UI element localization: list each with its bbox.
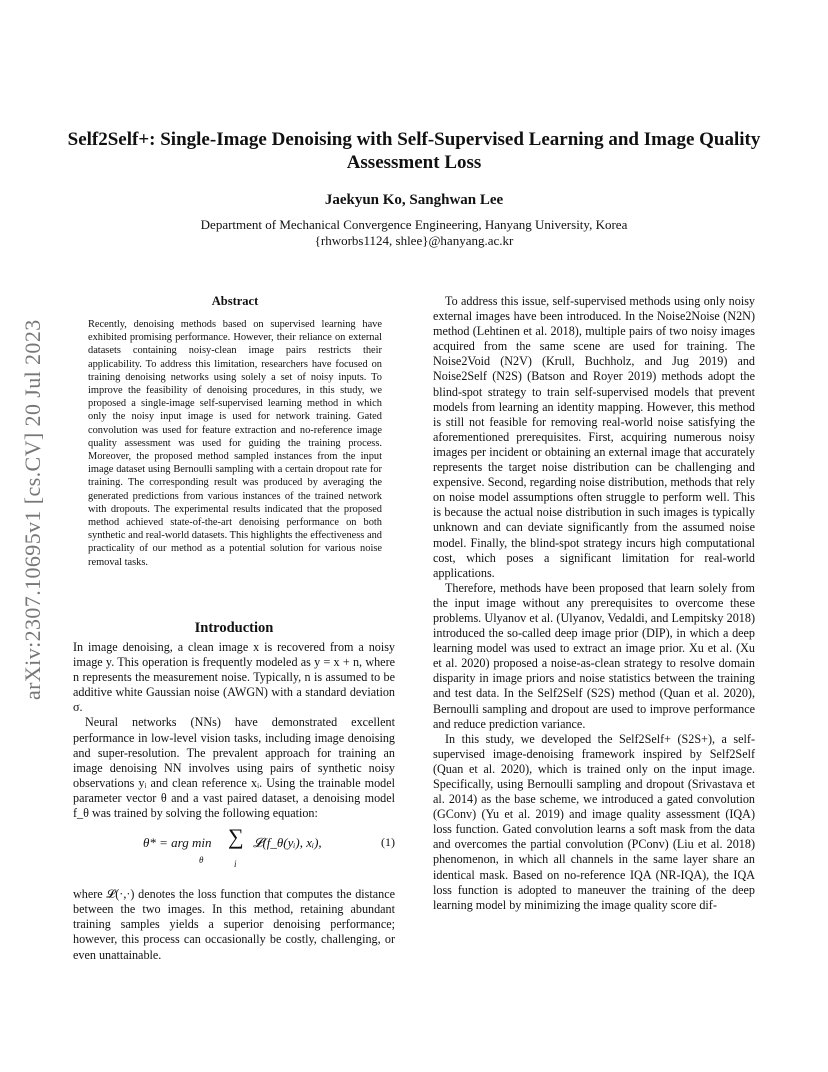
right-column <box>433 294 755 913</box>
affiliation-line: Department of Mechanical Convergence Engineering, Hanyang University, Korea <box>200 217 628 232</box>
equation-rhs: 𝓛(f_θ(yᵢ), xᵢ), <box>253 835 322 851</box>
introduction-heading: Introduction <box>194 620 274 636</box>
abstract-text: Recently, denoising methods based on supervised learning have exhibited promising performance. However, their reliance on external datasets containing noisy-clean image pairs restricts their applicability. To address this limitation, researchers have focused on training denoising networks using solely a set of noisy inputs. To improve the feasibility of denoising procedures, in this study, we proposed a single-image self-supervised learning method in which only the noisy input image is used for network training. Gated convolution was used for feature extraction and no-reference image quality assessment was used for guiding the training process. Moreover, the proposed method sampled instances from the input image dataset using Bernoulli sampling with a certain dropout rate for training. The corresponding result was produced by averaging the generated predictions from various instances of the trained network with dropouts. The experimental results indicated that the proposed method achieved state-of-the-art denoising performance on both synthetic and real-world datasets. This highlights the effectiveness and practicality of our method as a potential solution for various noise removal tasks. <box>88 319 382 568</box>
equation-number: (1) <box>381 835 395 850</box>
left-column <box>73 640 395 963</box>
arxiv-identifier: arXiv:2307.10695v1 [cs.CV] 20 Jul 2023 <box>20 319 45 700</box>
intro-paragraph-3: where 𝓛(·,·) denotes the loss function that computes the distance between the two images. In this method, retaining abundant training samples yields a superior denoising performance; however, this process can occasionally be costly, challenging, or even unattainable. <box>73 887 395 962</box>
equation-1 <box>73 824 395 877</box>
paper-authors: Jaekyun Ko, Sanghwan Lee <box>324 192 504 208</box>
equation-sum-symbol: ∑ <box>228 824 244 850</box>
paper-title: Self2Self+: Single-Image Denoising with Self-Supervised Learning and Image Quality Assessment Loss <box>67 129 761 173</box>
equation-lhs: θ* = arg min <box>143 835 212 851</box>
author-emails: {rhworbs1124, shlee}@hanyang.ac.kr <box>314 233 514 248</box>
equation-argmin-subscript: θ <box>199 855 204 866</box>
right-paragraph-1: To address this issue, self-supervised methods using only noisy external images have been introduced. In the Noise2Noise (N2N) method (Lehtinen et al. 2018), multiple pairs of two noisy images acquired from the same scene are used for training. The Noise2Void (N2V) (Krull, Buchholz, and Jug 2019) and Noise2Self (N2S) (Batson and Royer 2019) methods adopt the blind-spot strategy to train self-supervised models that prevent models from learning an identity mapping. However, this method is still not feasible for removing real-world noise satisfying the aforementioned prerequisites. First, acquiring numerous noisy images per incident or obtaining an external image that accurately represents the target noise distribution can be challenging and expensive. Second, regarding noise distribution, methods that rely on noise model assumptions often struggle to perform well. This is because the actual noise distribution in such images is typically unknown and can deviate significantly from the assumed noise model. Finally, the blind-spot strategy incurs high computational cost, which poses a significant limitation for real-world applications. <box>433 294 755 580</box>
author-affiliation <box>60 217 768 249</box>
abstract-heading: Abstract <box>211 294 259 308</box>
right-paragraph-3: In this study, we developed the Self2Self+ (S2S+), a self-supervised image-denoising framework inspired by Self2Self (Quan et al. 2020), which is trained only on the input image. Specifically, using Bernoulli sampling and dropout (Srivastava et al. 2014) as the base scheme, we introduced a gated convolution (GConv) (Yu et al. 2019) and image quality assessment (IQA) loss function. Gated convolution learns a soft mask from the data and overcomes the partial convolution (PConv) (Liu et al. 2018) phenomenon, in which all channels in the same layer share an identical mask. Based on no-reference IQA (NR-IQA), the IQA loss function is adopted to maneuver the training of the deep learning model by minimizing the image quality score dif- <box>433 731 755 912</box>
intro-paragraph-2: Neural networks (NNs) have demonstrated excellent performance in low-level vision tasks, including image denoising and super-resolution. The prevalent approach for training an image denoising NN involves using pairs of synthetic noisy observations yᵢ and clean reference xᵢ. Using the trainable model parameter vector θ and a vast paired dataset, a denoising model f_θ was trained by solving the following equation: <box>73 715 395 821</box>
equation-sum-index: i <box>234 859 237 870</box>
intro-paragraph-1: In image denoising, a clean image x is recovered from a noisy image y. This operation is frequently modeled as y = x + n, where n represents the measurement noise. Typically, n is assumed to be additive white Gaussian noise (AWGN) with a standard deviation σ. <box>73 640 395 715</box>
right-paragraph-2: Therefore, methods have been proposed that learn solely from the input image without any prerequisites to overcome these problems. Ulyanov et al. (Ulyanov, Vedaldi, and Lempitsky 2018) introduced the so-called deep image prior (DIP), in which a deep learning model was used to extract an image prior. Xu et al. (Xu et al. 2020) proposed a noise-as-clean strategy to resolve domain disparity in image priors and noise statistics between the training and test data. In the Self2Self (S2S) method (Quan et al. 2020), Bernoulli sampling and dropout are used to improve performance and reduce prediction variance. <box>433 580 755 731</box>
